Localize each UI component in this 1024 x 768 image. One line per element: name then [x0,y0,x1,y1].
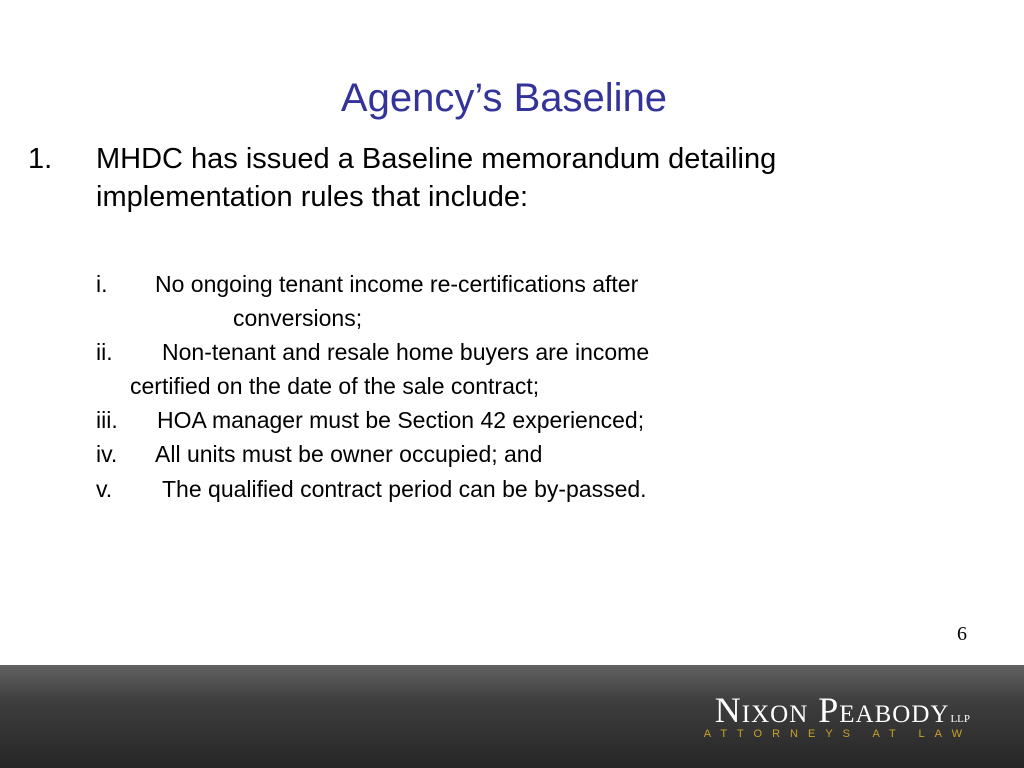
page-number: 6 [957,623,967,645]
sub-item-text-1: No ongoing tenant income re-certifications after [155,271,639,297]
sub-item-text-5: The qualified contract period can be by-passed. [162,476,647,502]
main-item-line-1: MHDC has issued a Baseline memorandum detailing [96,143,777,175]
sub-item-numeral-4: iv. [96,441,118,467]
slide-title: Agency’s Baseline [340,76,668,120]
firm-name: Nixon Peabody [714,690,950,730]
firm-tagline: ATTORNEYS AT LAW [703,728,972,740]
sub-item-text-3: HOA manager must be Section 42 experienced; [157,407,645,433]
sub-item-numeral-5: v. [96,476,113,502]
sub-item-text-2: Non-tenant and resale home buyers are income [162,339,650,365]
main-item-number: 1. [28,143,53,175]
footer-bar [0,665,1024,768]
main-item-line-2: implementation rules that include: [96,181,529,213]
sub-item-numeral-3: iii. [96,407,118,433]
sub-item-numeral-1: i. [96,271,108,297]
main-item-text [96,140,936,216]
sub-item-text-4: All units must be owner occupied; and [155,441,543,467]
sub-item-text-1-cont: conversions; [233,305,363,331]
sub-item-numeral-2: ii. [96,339,113,365]
sub-item-text-2-cont: certified on the date of the sale contract; [130,373,540,399]
firm-suffix: LLP [950,713,970,725]
